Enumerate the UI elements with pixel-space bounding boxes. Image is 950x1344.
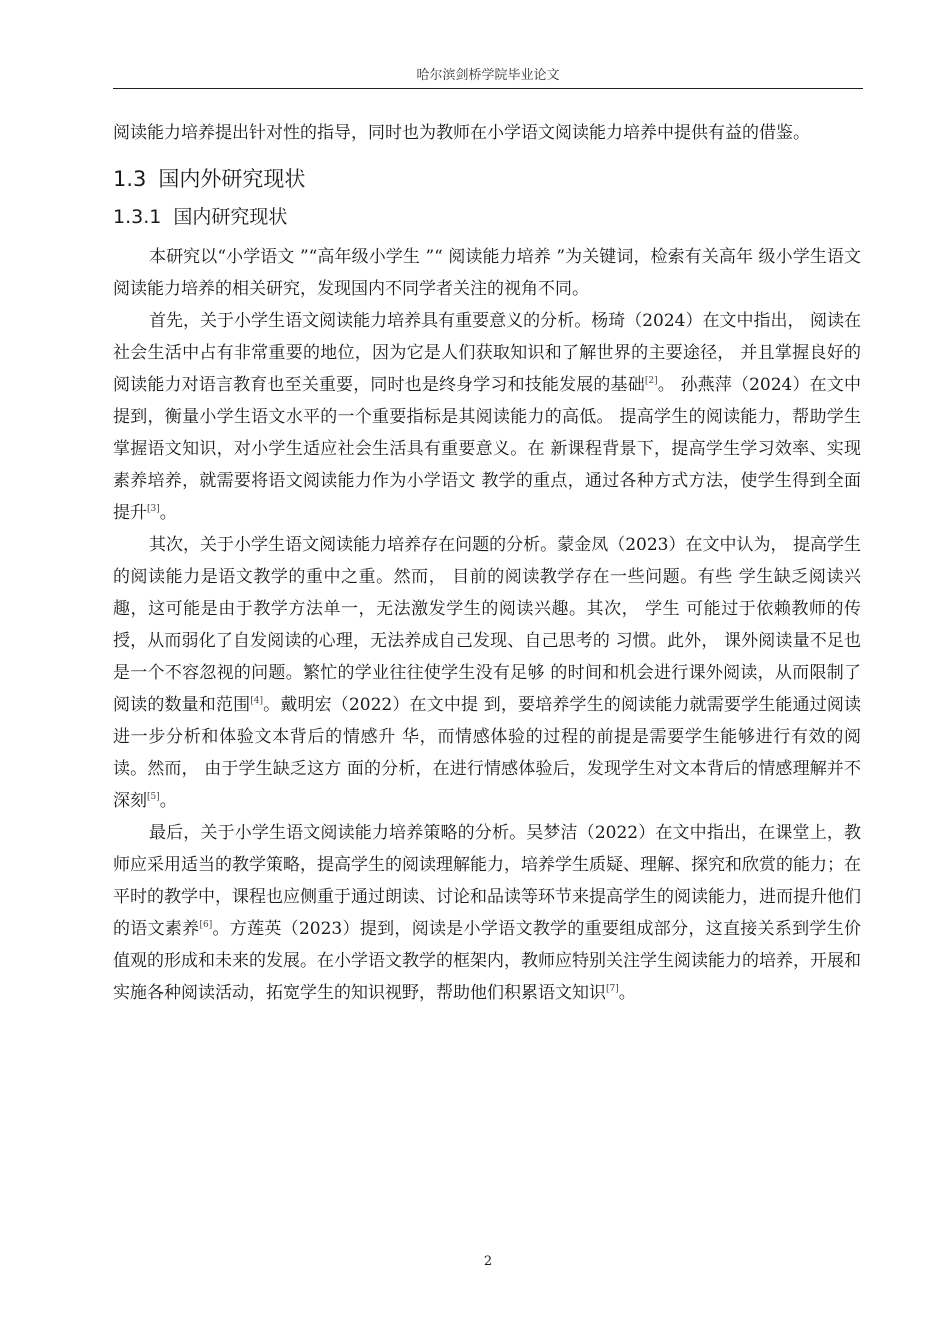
paragraph-problems bbox=[113, 529, 861, 817]
paragraph-text: 。 孙燕萍（2024）在文中提到，衡量小学生语文水平的一个重要指标是其阅读能力的高低。 提高学生的阅读能力，帮助学生掌握语文知识，对小学生适应社会生活具有重要意义。在 新课程背景下，提高学生学习效率、实现素养培养，就需要将语文阅读能力作为小学语文 教学的重点，通过各种方式方法，使学生得到全面提升 bbox=[113, 375, 861, 523]
page-number: 2 bbox=[483, 1254, 493, 1269]
section-heading-1-3 bbox=[113, 163, 861, 195]
citation-ref: [2] bbox=[644, 376, 658, 386]
header-rule bbox=[113, 88, 863, 89]
paragraph-strategies bbox=[113, 817, 861, 1009]
paragraph-text: 。 bbox=[159, 791, 177, 811]
paragraph-text: 。 bbox=[618, 983, 636, 1003]
paragraph-significance bbox=[113, 305, 861, 529]
paragraph-text: 。 bbox=[159, 503, 177, 523]
paragraph-keywords: 本研究以“小学语文 ”“高年级小学生 ”“ 阅读能力培养 ”为关键词，检索有关高年 级小学生语文阅读能力培养的相关研究，发现国内不同学者关注的视角不同。 bbox=[113, 247, 861, 299]
page-body bbox=[113, 117, 861, 1009]
paragraph-text: 。戴明宏（2022）在文中提 到，要培养学生的阅读能力就需要学生能通过阅读进一步分析和体验文本背后的情感升 华，而情感体验的过程的前提是需要学生能够进行有效的阅读。然而， 由于学生缺乏这方 面的分析，在进行情感体验后，发现学生对文本背后的情感理解并不深刻 bbox=[113, 695, 862, 811]
subsection-heading-1-3-1 bbox=[113, 201, 861, 233]
paragraph-text: 。方莲英（2023）提到，阅读是小学语文教学的重要组成部分，这直接关系到学生价值观的形成和未来的发展。在小学语文教学的框架内，教师应特别关注学生阅读能力的培养，开展和实施各种阅读活动，拓宽学生的知识视野，帮助他们积累语文知识 bbox=[113, 919, 862, 1003]
citation-ref: [4] bbox=[250, 696, 264, 706]
intro-paragraph: 阅读能力培养提出针对性的指导，同时也为教师在小学语文阅读能力培养中提供有益的借鉴。 bbox=[113, 123, 810, 143]
running-header: 哈尔滨剑桥学院毕业论文 bbox=[416, 68, 560, 83]
subsection-number: 1.3.1 bbox=[113, 206, 162, 228]
paragraph-text: 其次，关于小学生语文阅读能力培养存在问题的分析。蒙金凤（2023）在文中认为， 提高学生的阅读能力是语文教学的重中之重。然而， 目前的阅读教学存在一些问题。有些 学生缺乏阅读兴趣，这可能是由于教学方法单一，无法激发学生的阅读兴趣。其次， 学生 可能过于依赖教师的传授，从而弱化了自发阅读的心理，无法养成自己发现、自己思考的 习惯。此外， 课外阅读量不足也是一个不容忽视的问题。繁忙的学业往往使学生没有足够 的时间和机会进行课外阅读，从而限制了阅读的数量和范围 bbox=[113, 535, 861, 715]
paragraph-text: 首先，关于小学生语文阅读能力培养具有重要意义的分析。杨琦（2024）在文中指出， 阅读在社会生活中占有非常重要的地位，因为它是人们获取知识和了解世界的主要途径， 并且掌握良好的阅读能力对语言教育也至关重要，同时也是终身学习和技能发展的基础 bbox=[113, 311, 861, 395]
subsection-title: 国内研究现状 bbox=[173, 206, 288, 228]
paragraph-text: 最后，关于小学生语文阅读能力培养策略的分析。吴梦洁（2022）在文中指出，在课堂上，教师应采用适当的教学策略，提高学生的阅读理解能力，培养学生质疑、理解、探究和欣赏的能力；在平时的教学中，课程也应侧重于通过朗读、讨论和品读等环节来提高学生的阅读能力，进而提升他们的语文素养 bbox=[113, 823, 861, 939]
citation-ref: [6] bbox=[199, 920, 213, 930]
citation-ref: [7] bbox=[606, 984, 619, 994]
section-title: 国内外研究现状 bbox=[158, 167, 306, 191]
section-number: 1.3 bbox=[113, 167, 147, 191]
citation-ref: [3] bbox=[147, 504, 160, 514]
citation-ref: [5] bbox=[147, 792, 160, 802]
